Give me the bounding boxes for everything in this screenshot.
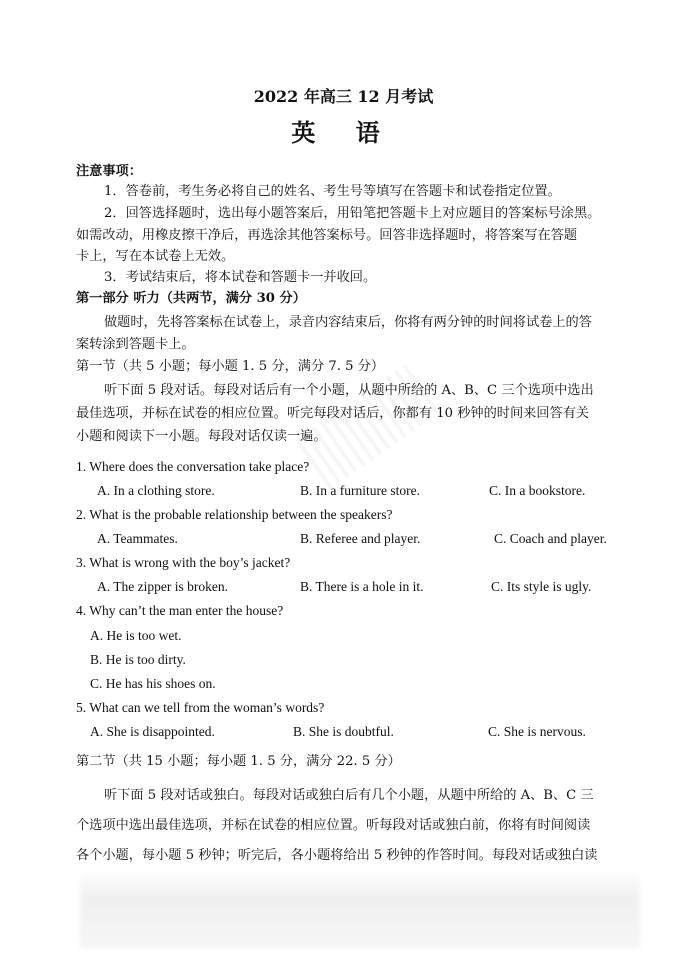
option-b: B. He is too dirty. bbox=[90, 652, 186, 667]
option-b: B. Referee and player. bbox=[300, 531, 421, 546]
option-c: C. In a bookstore. bbox=[489, 483, 586, 498]
question-stem: 2. What is the probable relationship between the speakers? bbox=[76, 507, 393, 522]
section2-intro: 个选项中选出最佳选项，并标在试卷的相应位置。听每段对话或独白前，你将有时间阅读 bbox=[76, 818, 591, 833]
option-c: C. Coach and player. bbox=[494, 531, 607, 546]
notice-item: 1．答卷前，考生务必将自己的姓名、考生号等填写在答题卡和试卷指定位置。 bbox=[104, 184, 561, 199]
section2-intro: 各个小题，每小题 5 秒钟；听完后，各小题将给出 5 秒钟的作答时间。每段对话或独白读 bbox=[76, 848, 598, 863]
subject-title: 英 语 bbox=[291, 118, 396, 147]
question-stem: 1. Where does the conversation take place? bbox=[76, 459, 310, 474]
question-stem: 5. What can we tell from the woman’s words? bbox=[76, 700, 325, 715]
option-c: C. Its style is ugly. bbox=[491, 579, 592, 594]
section1-intro: 听下面 5 段对话。每段对话后有一个小题，从题中所给的 A、B、C 三个选项中选出 bbox=[104, 383, 594, 398]
option-c: C. She is nervous. bbox=[488, 724, 586, 739]
option-a: A. Teammates. bbox=[97, 531, 178, 546]
option-c: C. He has his shoes on. bbox=[90, 676, 216, 691]
part1-heading: 第一部分 听力（共两节，满分 30 分） bbox=[76, 291, 306, 306]
part1-intro: 做题时，先将答案标在试卷上，录音内容结束后，你将有两分钟的时间将试卷上的答 bbox=[104, 315, 592, 330]
section2-heading: 第二节（共 15 小题；每小题 1. 5 分，满分 22. 5 分） bbox=[76, 754, 401, 769]
part1-intro: 案转涂到答题卡上。 bbox=[76, 337, 195, 352]
question-stem: 3. What is wrong with the boy’s jacket? bbox=[76, 555, 291, 570]
option-a: A. He is too wet. bbox=[90, 628, 182, 643]
option-a: A. In a clothing store. bbox=[97, 483, 215, 498]
watermark bbox=[295, 360, 444, 489]
section2-intro: 听下面 5 段对话或独白。每段对话或独白后有几个小题，从题中所给的 A、B、C 三 bbox=[104, 788, 594, 803]
option-b: B. There is a hole in it. bbox=[300, 579, 424, 594]
option-b: B. She is doubtful. bbox=[293, 724, 394, 739]
section1-intro: 最佳选项，并标在试卷的相应位置。听完每段对话后，你都有 10 秒钟的时间来回答有关 bbox=[76, 406, 590, 421]
notice-heading: 注意事项： bbox=[76, 164, 142, 179]
section1-intro: 小题和阅读下一小题。每段对话仅读一遍。 bbox=[76, 429, 327, 444]
option-b: B. In a furniture store. bbox=[300, 483, 420, 498]
section1-heading: 第一节（共 5 小题；每小题 1. 5 分，满分 7. 5 分） bbox=[76, 359, 385, 374]
option-a: A. The zipper is broken. bbox=[97, 579, 228, 594]
notice-item: 如需改动，用橡皮擦干净后，再选涂其他答案标号。回答非选择题时，将答案写在答题 bbox=[76, 228, 578, 243]
notice-item: 3．考试结束后，将本试卷和答题卡一并收回。 bbox=[104, 270, 377, 285]
exam-title: 2022 年高三 12 月考试 bbox=[253, 87, 434, 106]
notice-item: 2．回答选择题时，选出每小题答案后，用铅笔把答题卡上对应题目的答案标号涂黑。 bbox=[104, 206, 601, 221]
scan-shadow bbox=[80, 868, 640, 948]
question-stem: 4. Why can’t the man enter the house? bbox=[76, 603, 284, 618]
option-a: A. She is disappointed. bbox=[90, 724, 215, 739]
notice-item: 卡上，写在本试卷上无效。 bbox=[76, 249, 235, 264]
